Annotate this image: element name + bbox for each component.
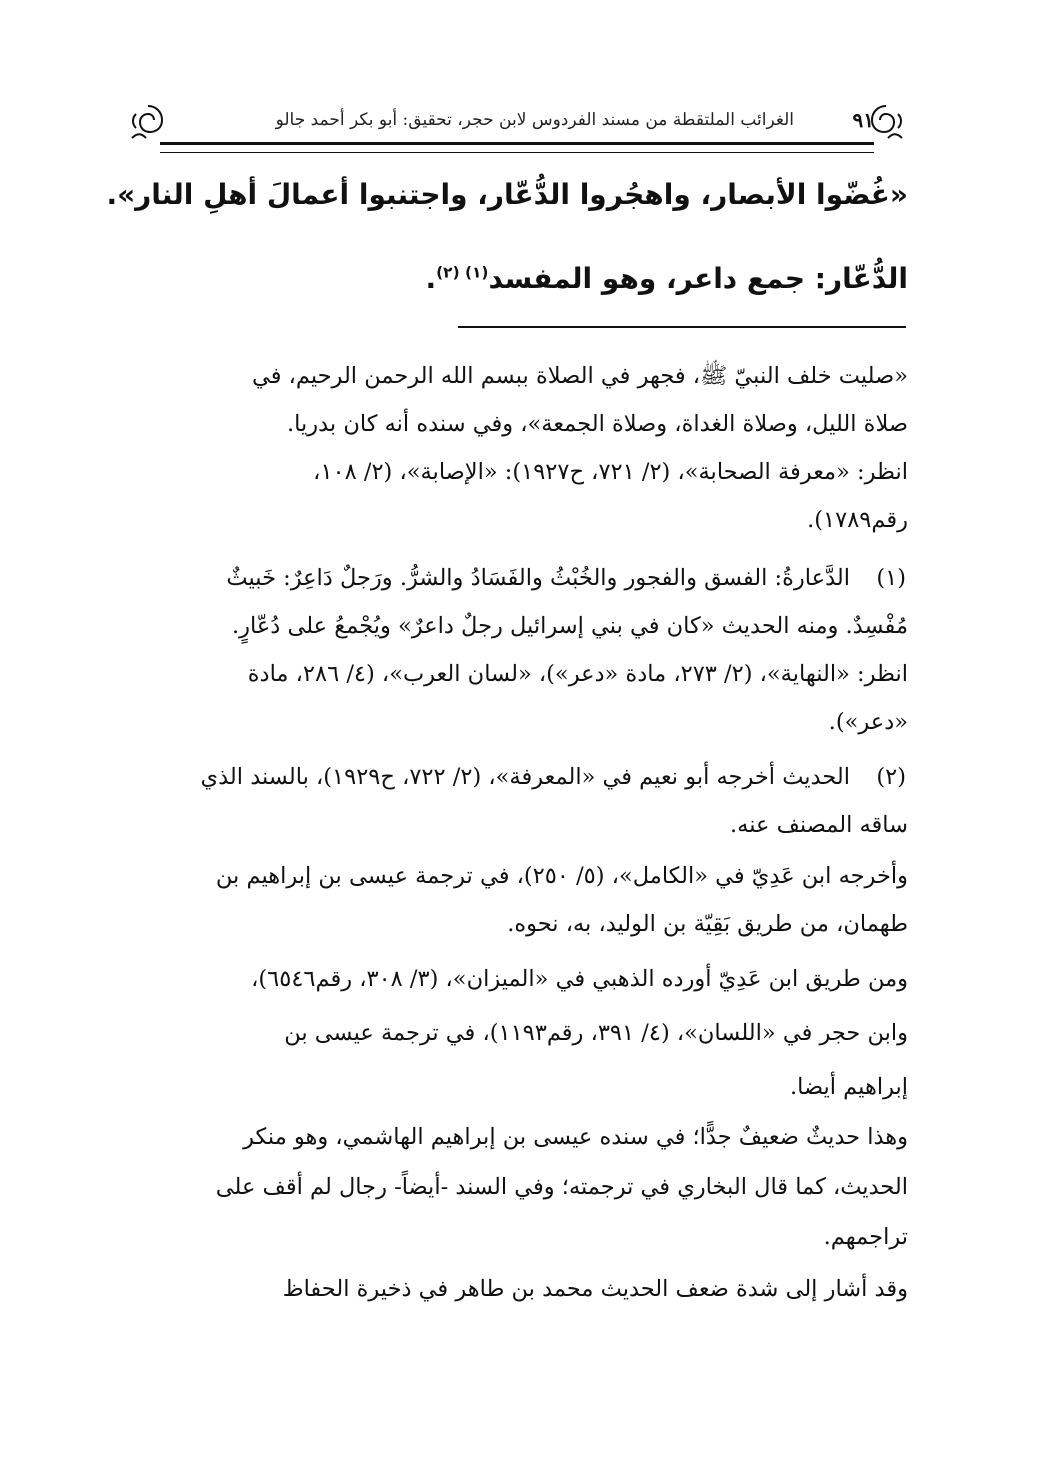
right-ornament-icon <box>866 102 906 142</box>
footnote-line: وهذا حديثٌ ضعيفٌ جدًّا؛ في سنده عيسى بن إبراهيم الهاشمي، وهو منكر <box>243 1124 908 1150</box>
definition-text: الدُّعّار: جمع داعر، وهو المفسد <box>488 262 908 295</box>
footnote-line: ومن طريق ابن عَدِيّ أورده الذهبي في «الميزان»، (٣/ ٣٠٨، رقم٦٥٤٦)، <box>251 966 908 992</box>
footnote-separator <box>458 326 906 328</box>
footnote-line: الحديث أخرجه أبو نعيم في «المعرفة»، (٢/ ٧٢٢، ح١٩٢٩)، بالسند الذي <box>200 764 850 790</box>
footnote-1-number: (١) <box>876 565 906 591</box>
footnote-line: وقد أشار إلى شدة ضعف الحديث محمد بن طاهر في ذخيرة الحفاظ <box>282 1276 908 1302</box>
footnote-line: مُفْسِدٌ. ومنه الحديث «كان في بني إسرائيل رجلٌ داعرٌ» ويُجْمعُ على دُعّارٍ. <box>231 613 908 639</box>
footnote-line: تراجمهم. <box>823 1224 908 1250</box>
definition-line <box>425 262 908 295</box>
footnote-line: الدَّعارةُ: الفسق والفجور والخُبْثُ والفَسَادُ والشرُّ. ورَجلٌ دَاعِرٌ: خَبيثٌ <box>226 565 850 591</box>
footnote-line: «صليت خلف النبيّ ﷺ، فجهر في الصلاة ببسم الله الرحمن الرحيم، في <box>251 363 908 389</box>
footnote-line: وابن حجر في «اللسان»، (٤/ ٣٩١، رقم١١٩٣)، في ترجمة عيسى بن <box>284 1020 908 1046</box>
footnote-line: صلاة الليل، وصلاة الغداة، وصلاة الجمعة»، وفي سنده أنه كان بدريا. <box>286 411 908 437</box>
left-ornament-icon <box>128 102 168 142</box>
footnote-line: وأخرجه ابن عَدِيّ في «الكامل»، (٥/ ٢٥٠)، في ترجمة عيسى بن إبراهيم بن <box>215 863 908 889</box>
footnote-2-number: (٢) <box>876 764 906 790</box>
footnote-line: طهمان، من طريق بَقِيّة بن الوليد، به، نحوه. <box>507 911 908 937</box>
running-title: الغرائب الملتقطة من مسند الفردوس لابن حجر، تحقيق: أبو بكر أحمد جالو <box>275 110 794 130</box>
footnote-line: الحديث، كما قال البخاري في ترجمته؛ وفي السند -أيضاً- رجال لم أقف على <box>215 1174 908 1200</box>
header-rule <box>160 142 874 153</box>
footnote-line: إبراهيم أيضا. <box>790 1074 908 1100</box>
page-header <box>128 102 906 150</box>
footnote-line: ساقه المصنف عنه. <box>730 812 908 838</box>
definition-end: . <box>425 262 437 295</box>
footnote-line: رقم١٧٨٩). <box>807 507 908 533</box>
footnote-line: انظر: «النهاية»، (٢/ ٢٧٣، مادة «دعر»)، «لسان العرب»، (٤/ ٢٨٦، مادة <box>247 661 908 687</box>
footnote-refs: (١) (٢) <box>436 263 489 282</box>
page-number: ٩١ <box>852 108 874 132</box>
hadith-text: «غُضّوا الأبصار، واهجُروا الدُّعّار، واجتنبوا أعمالَ أهلِ النار». <box>106 178 908 211</box>
footnote-line: «دعر»). <box>828 709 908 735</box>
footnote-line: انظر: «معرفة الصحابة»، (٢/ ٧٢١، ح١٩٢٧): «الإصابة»، (٢/ ١٠٨، <box>313 459 908 485</box>
